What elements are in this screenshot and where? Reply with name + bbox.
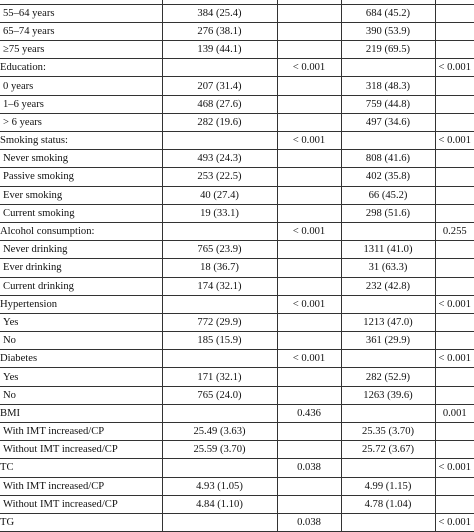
table-row: [0, 513, 474, 531]
group1-value-cell: [162, 513, 277, 531]
group2-value-cell: 402 (35.8): [341, 168, 435, 186]
group1-p-value-cell: [277, 241, 341, 259]
group2-p-value-cell: [435, 332, 474, 350]
group2-value-cell: 4.78 (1.04): [341, 495, 435, 513]
table-row: [0, 241, 474, 259]
group2-p-value-cell: < 0.001: [435, 350, 474, 368]
group1-p-value-cell: [277, 313, 341, 331]
row-label-cell: With IMT increased/CP: [0, 423, 162, 441]
group1-p-value-cell: [277, 186, 341, 204]
group1-value-cell: [162, 222, 277, 240]
row-label-cell: > 6 years: [0, 113, 162, 131]
group2-p-value-cell: [435, 22, 474, 40]
group2-p-value-cell: 0.001: [435, 404, 474, 422]
group2-value-cell: 4.99 (1.15): [341, 477, 435, 495]
table-row: [0, 59, 474, 77]
group2-value-cell: 390 (53.9): [341, 22, 435, 40]
group1-value-cell: 19 (33.1): [162, 204, 277, 222]
group2-p-value-cell: [435, 386, 474, 404]
group1-value-cell: 207 (31.4): [162, 77, 277, 95]
table-row: [0, 77, 474, 95]
group1-p-value-cell: [277, 477, 341, 495]
group2-p-value-cell: [435, 423, 474, 441]
group1-value-cell: [162, 295, 277, 313]
row-label-cell: TG: [0, 513, 162, 531]
group1-value-cell: 493 (24.3): [162, 150, 277, 168]
table-row: [0, 350, 474, 368]
group2-value-cell: 219 (69.5): [341, 41, 435, 59]
table-row: [0, 259, 474, 277]
row-label-cell: Never smoking: [0, 150, 162, 168]
group1-p-value-cell: [277, 168, 341, 186]
row-label-cell: Yes: [0, 368, 162, 386]
group1-p-value-cell: [277, 95, 341, 113]
group2-value-cell: [341, 459, 435, 477]
table-row: [0, 386, 474, 404]
group1-value-cell: 765 (23.9): [162, 241, 277, 259]
group2-p-value-cell: 0.255: [435, 222, 474, 240]
group1-value-cell: 4.93 (1.05): [162, 477, 277, 495]
group1-value-cell: 282 (19.6): [162, 113, 277, 131]
group1-value-cell: 139 (44.1): [162, 41, 277, 59]
group2-value-cell: 1213 (47.0): [341, 313, 435, 331]
group1-p-value-cell: < 0.001: [277, 132, 341, 150]
group1-value-cell: 765 (24.0): [162, 386, 277, 404]
group1-value-cell: 384 (25.4): [162, 4, 277, 22]
group1-value-cell: 40 (27.4): [162, 186, 277, 204]
group2-p-value-cell: [435, 4, 474, 22]
group2-p-value-cell: [435, 277, 474, 295]
group2-value-cell: [341, 350, 435, 368]
row-label-cell: 1–6 years: [0, 95, 162, 113]
row-label-cell: Smoking status:: [0, 132, 162, 150]
row-label-cell: 65–74 years: [0, 22, 162, 40]
group1-p-value-cell: 0.038: [277, 513, 341, 531]
table-row: [0, 441, 474, 459]
group2-value-cell: 361 (29.9): [341, 332, 435, 350]
group2-value-cell: [341, 295, 435, 313]
group1-value-cell: 185 (15.9): [162, 332, 277, 350]
row-label-cell: With IMT increased/CP: [0, 477, 162, 495]
group2-p-value-cell: < 0.001: [435, 459, 474, 477]
group2-value-cell: 759 (44.8): [341, 95, 435, 113]
table-row: [0, 113, 474, 131]
row-label-cell: Current drinking: [0, 277, 162, 295]
table-row: [0, 423, 474, 441]
group1-value-cell: 25.49 (3.63): [162, 423, 277, 441]
table-row: [0, 168, 474, 186]
group1-p-value-cell: [277, 368, 341, 386]
row-label-cell: BMI: [0, 404, 162, 422]
group2-value-cell: [341, 59, 435, 77]
group1-p-value-cell: < 0.001: [277, 350, 341, 368]
group1-value-cell: 253 (22.5): [162, 168, 277, 186]
group2-value-cell: 66 (45.2): [341, 186, 435, 204]
group2-p-value-cell: [435, 95, 474, 113]
group2-value-cell: [341, 404, 435, 422]
group2-p-value-cell: < 0.001: [435, 59, 474, 77]
group1-p-value-cell: [277, 386, 341, 404]
group1-p-value-cell: [277, 77, 341, 95]
group1-value-cell: 174 (32.1): [162, 277, 277, 295]
row-label-cell: No: [0, 386, 162, 404]
group1-value-cell: 276 (38.1): [162, 22, 277, 40]
row-label-cell: Hypertension: [0, 295, 162, 313]
group1-value-cell: 25.59 (3.70): [162, 441, 277, 459]
row-label-cell: Yes: [0, 313, 162, 331]
group2-p-value-cell: [435, 77, 474, 95]
group1-p-value-cell: [277, 204, 341, 222]
group1-p-value-cell: [277, 150, 341, 168]
group1-p-value-cell: [277, 441, 341, 459]
group1-p-value-cell: [277, 41, 341, 59]
table-row: [0, 95, 474, 113]
table-row: [0, 477, 474, 495]
row-label-cell: Diabetes: [0, 350, 162, 368]
group2-value-cell: 497 (34.6): [341, 113, 435, 131]
row-label-cell: 55–64 years: [0, 4, 162, 22]
group2-value-cell: [341, 513, 435, 531]
table-row: [0, 22, 474, 40]
group1-p-value-cell: [277, 22, 341, 40]
group2-p-value-cell: < 0.001: [435, 132, 474, 150]
group1-value-cell: 18 (36.7): [162, 259, 277, 277]
group2-p-value-cell: [435, 241, 474, 259]
group1-p-value-cell: 0.436: [277, 404, 341, 422]
group1-p-value-cell: [277, 277, 341, 295]
group2-p-value-cell: [435, 313, 474, 331]
table-row: [0, 332, 474, 350]
table-row: [0, 404, 474, 422]
group2-p-value-cell: < 0.001: [435, 295, 474, 313]
row-label-cell: Current smoking: [0, 204, 162, 222]
table-row: [0, 277, 474, 295]
group1-value-cell: 4.84 (1.10): [162, 495, 277, 513]
group1-value-cell: [162, 459, 277, 477]
table-row: [0, 313, 474, 331]
group2-p-value-cell: [435, 41, 474, 59]
group2-value-cell: 684 (45.2): [341, 4, 435, 22]
table-row: [0, 222, 474, 240]
group2-p-value-cell: [435, 259, 474, 277]
group1-p-value-cell: [277, 495, 341, 513]
group1-value-cell: [162, 132, 277, 150]
group2-value-cell: 232 (42.8): [341, 277, 435, 295]
row-label-cell: Ever drinking: [0, 259, 162, 277]
row-label-cell: Never drinking: [0, 241, 162, 259]
group1-p-value-cell: [277, 423, 341, 441]
table-row: [0, 495, 474, 513]
row-label-cell: Without IMT increased/CP: [0, 495, 162, 513]
group2-p-value-cell: [435, 186, 474, 204]
group1-value-cell: [162, 350, 277, 368]
table-row: [0, 295, 474, 313]
group2-value-cell: 298 (51.6): [341, 204, 435, 222]
table-row: [0, 368, 474, 386]
group1-value-cell: 772 (29.9): [162, 313, 277, 331]
row-label-cell: 0 years: [0, 77, 162, 95]
group2-value-cell: 1263 (39.6): [341, 386, 435, 404]
group2-value-cell: 1311 (41.0): [341, 241, 435, 259]
group2-value-cell: 318 (48.3): [341, 77, 435, 95]
group1-p-value-cell: < 0.001: [277, 222, 341, 240]
group1-p-value-cell: [277, 4, 341, 22]
group2-value-cell: 808 (41.6): [341, 150, 435, 168]
group2-p-value-cell: < 0.001: [435, 513, 474, 531]
row-label-cell: No: [0, 332, 162, 350]
group1-p-value-cell: [277, 332, 341, 350]
group2-p-value-cell: [435, 477, 474, 495]
group1-value-cell: [162, 404, 277, 422]
row-label-cell: Alcohol consumption:: [0, 222, 162, 240]
table-row: [0, 41, 474, 59]
table-row: [0, 186, 474, 204]
group2-p-value-cell: [435, 168, 474, 186]
group1-p-value-cell: [277, 113, 341, 131]
group2-p-value-cell: [435, 441, 474, 459]
group2-value-cell: 25.72 (3.67): [341, 441, 435, 459]
group1-p-value-cell: < 0.001: [277, 295, 341, 313]
group1-value-cell: 468 (27.6): [162, 95, 277, 113]
group1-p-value-cell: 0.038: [277, 459, 341, 477]
group2-p-value-cell: [435, 368, 474, 386]
table-row: [0, 150, 474, 168]
group1-p-value-cell: < 0.001: [277, 59, 341, 77]
row-label-cell: ≥75 years: [0, 41, 162, 59]
group2-value-cell: [341, 222, 435, 240]
group2-p-value-cell: [435, 495, 474, 513]
row-label-cell: Without IMT increased/CP: [0, 441, 162, 459]
row-label-cell: Passive smoking: [0, 168, 162, 186]
group2-p-value-cell: [435, 204, 474, 222]
group1-value-cell: [162, 59, 277, 77]
group2-value-cell: 31 (63.3): [341, 259, 435, 277]
table-row: [0, 4, 474, 22]
row-label-cell: Ever smoking: [0, 186, 162, 204]
group2-p-value-cell: [435, 113, 474, 131]
row-label-cell: TC: [0, 459, 162, 477]
group2-p-value-cell: [435, 150, 474, 168]
group1-value-cell: 171 (32.1): [162, 368, 277, 386]
group2-value-cell: 25.35 (3.70): [341, 423, 435, 441]
group1-p-value-cell: [277, 259, 341, 277]
group2-value-cell: [341, 132, 435, 150]
table-row: [0, 132, 474, 150]
group2-value-cell: 282 (52.9): [341, 368, 435, 386]
table-row: [0, 459, 474, 477]
row-label-cell: Education:: [0, 59, 162, 77]
table-row: [0, 204, 474, 222]
